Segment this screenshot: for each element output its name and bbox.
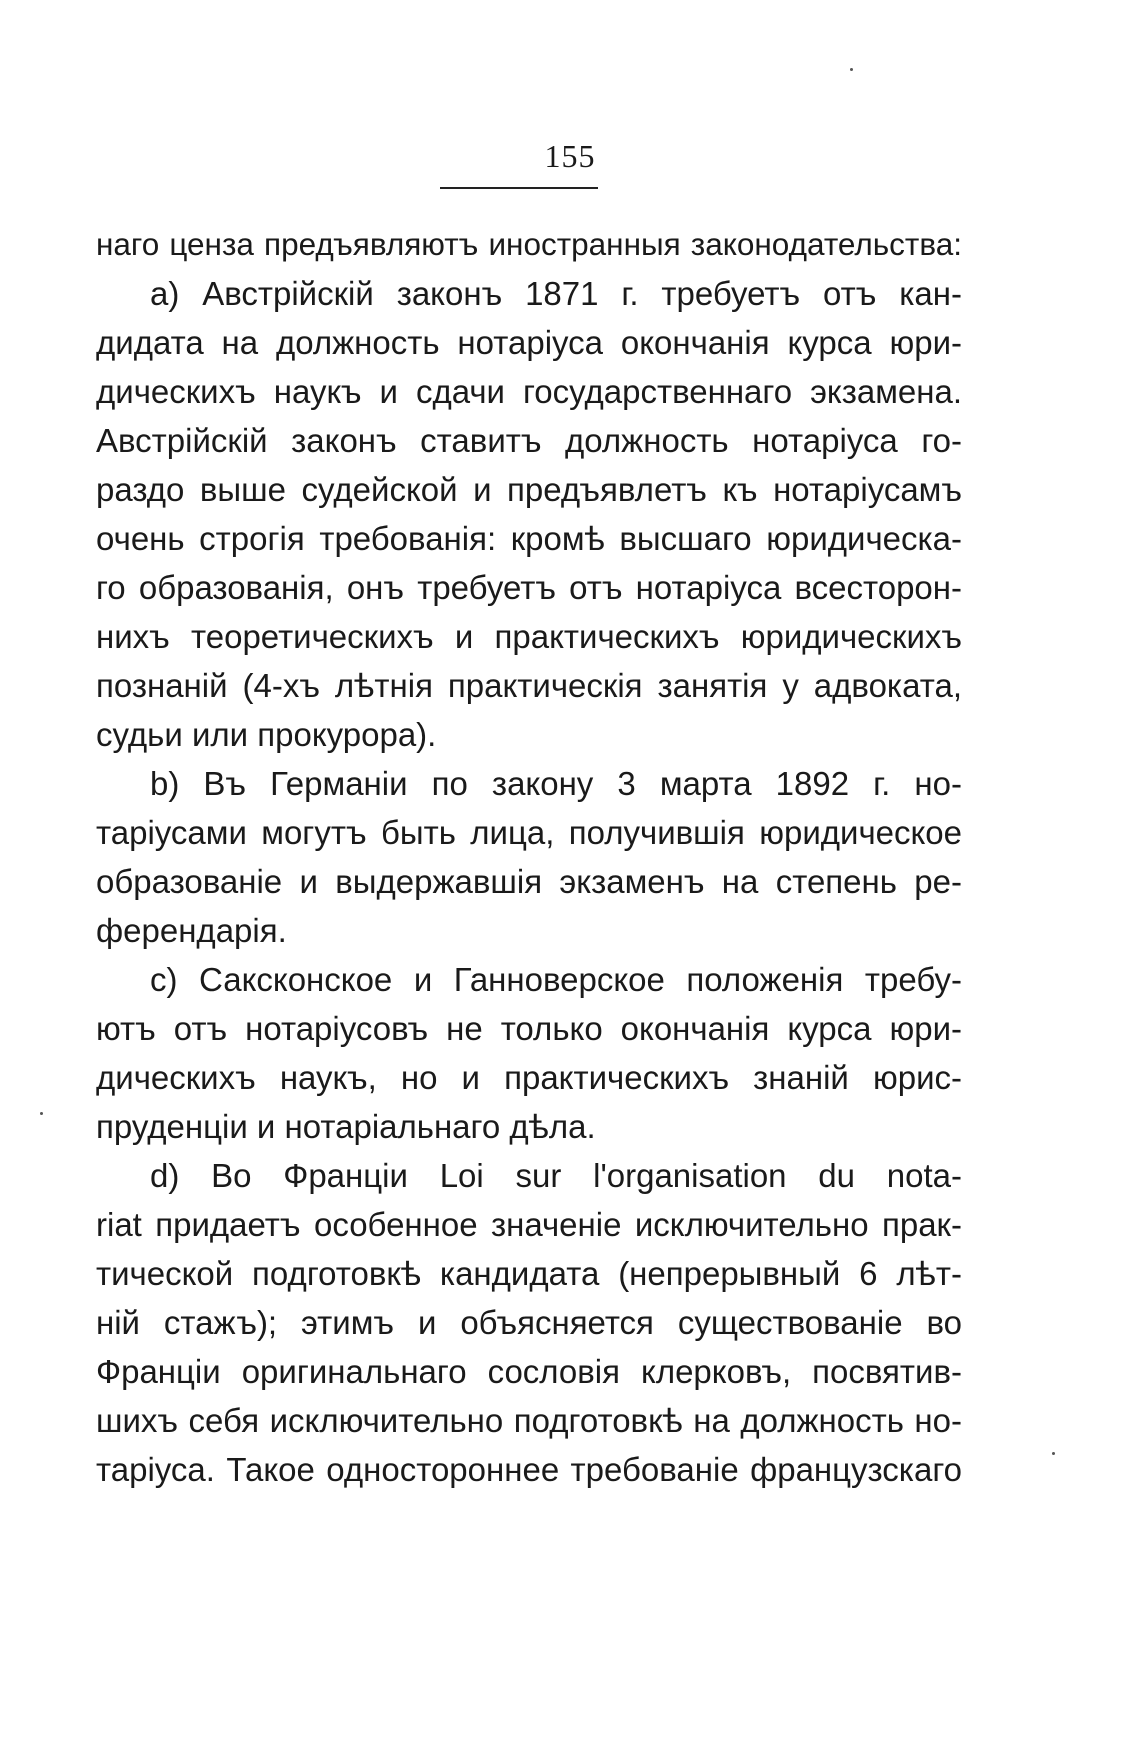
paragraph-b-start: b) Въ Германіи по закону 3 марта 1892 г. но- [150,765,962,802]
text-line: тической подготовкѣ кандидата (непрерывный 6 лѣт- [96,1255,962,1292]
text-line: дическихъ наукъ и сдачи государственнаго экзамена. [96,373,962,410]
text-line: таріусами могутъ быть лица, получившія юридическое [96,814,962,851]
scan-speck [1052,1452,1055,1455]
page-number: 155 [544,138,596,174]
text-line: шихъ себя исключительно подготовкѣ на должность но- [96,1402,962,1439]
text-line: наго ценза предъявляютъ иностранныя законодательства: [96,226,962,262]
paragraph-a-start: a) Австрійскій законъ 1871 г. требуетъ отъ кан- [150,275,962,312]
paragraph-d-start: d) Во Франціи Loi sur l'organisation du nota- [150,1157,962,1194]
text-line: образованіе и выдержавшія экзаменъ на степень ре- [96,863,962,900]
text-line: нихъ теоретическихъ и практическихъ юридическихъ [96,618,962,655]
text-line: ній стажъ); этимъ и объясняется существованіе во [96,1304,962,1341]
text-line: дическихъ наукъ, но и практическихъ знаній юрис- [96,1059,962,1096]
header-rule [440,187,598,189]
body-text [96,220,962,1494]
text-line: очень строгія требованія: кромѣ высшаго юридическа- [96,520,962,557]
text-line: Австрійскій законъ ставитъ должность нотаріуса го- [96,422,962,459]
text-line: таріуса. Такое одностороннее требованіе французскаго [96,1451,962,1488]
text-line: Франціи оригинальнаго сословія клерковъ, посвятив- [96,1353,962,1390]
scan-speck [850,68,853,71]
text-line: ютъ отъ нотаріусовъ не только окончанія курса юри- [96,1010,962,1047]
text-line: пруденціи и нотаріальнаго дѣла. [96,1108,596,1145]
text-line: ферендарія. [96,912,287,949]
text-line: судьи или прокурора). [96,716,437,753]
text-line: riat придаетъ особенное значеніе исключительно прак- [96,1206,962,1243]
text-line: дидата на должность нотаріуса окончанія курса юри- [96,324,962,361]
paragraph-c-start: c) Саксконское и Ганноверское положенія требу- [150,961,962,998]
text-line: познаній (4-хъ лѣтнія практическія занятія у адвоката, [96,667,962,704]
text-line: раздо выше судейской и предъявлетъ къ нотаріусамъ [96,471,962,508]
scan-speck [40,1112,43,1115]
text-line: го образованія, онъ требуетъ отъ нотаріуса всесторон- [96,569,962,606]
